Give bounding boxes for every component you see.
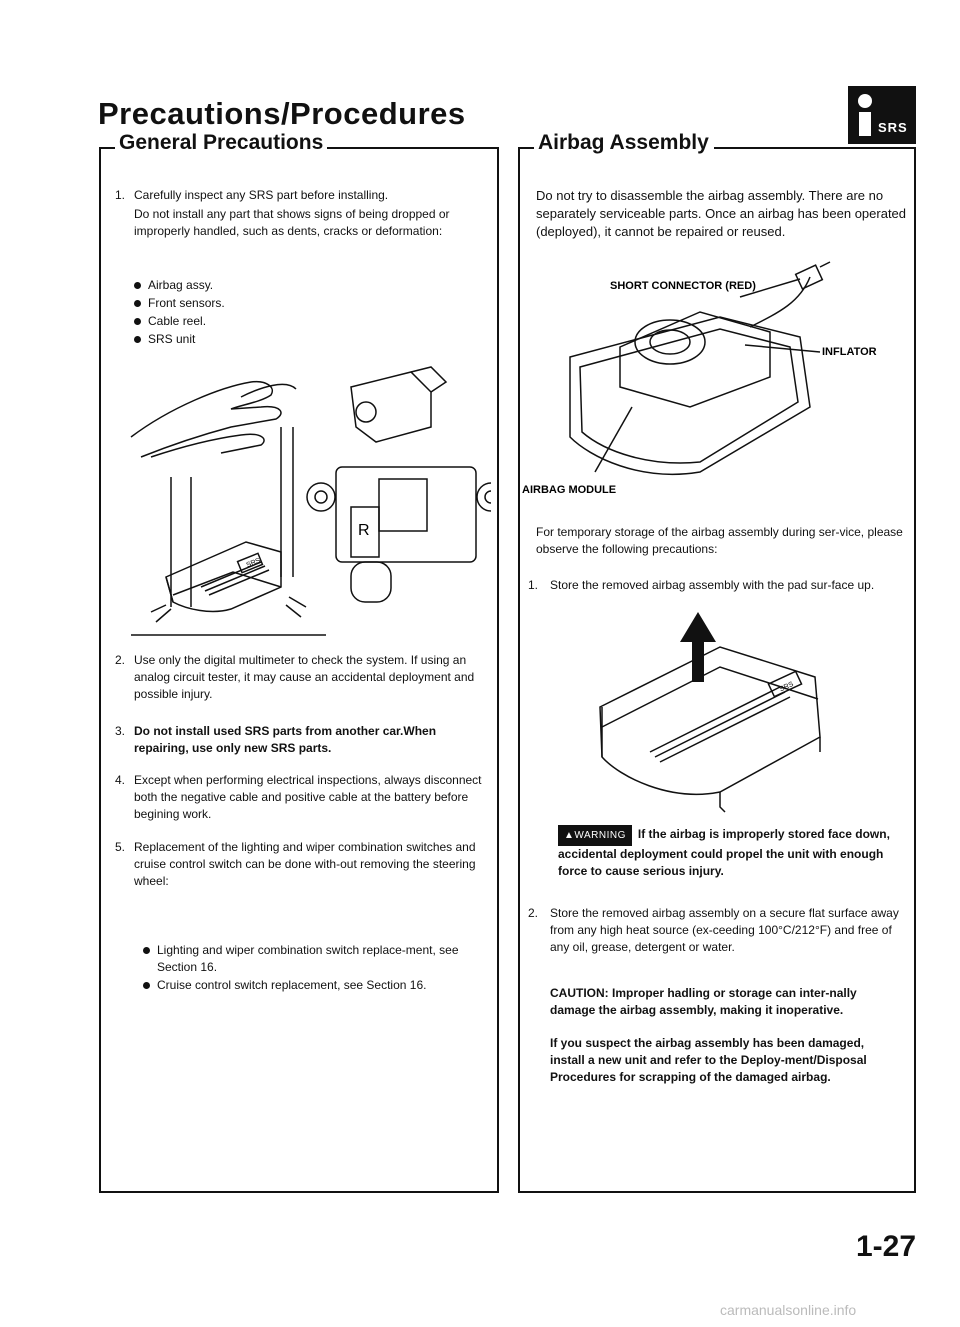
storage-illustration: [580, 607, 860, 817]
handling-illustration: [111, 347, 491, 647]
section-heading: Airbag Assembly: [534, 131, 713, 155]
item-number: 4.: [114, 773, 125, 787]
panel-rule: [714, 147, 914, 149]
item-number: 2.: [527, 906, 538, 920]
label-airbag-module: AIRBAG MODULE: [522, 484, 617, 496]
warning-notice: [558, 825, 908, 880]
warning-text: If the airbag is improperly stored face down, accidental deployment could propel the unit with enough force to cause serious injury.: [558, 827, 890, 878]
item-lead: Carefully inspect any SRS part before installing.: [134, 188, 389, 202]
airbag-assembly-panel: [518, 131, 916, 1193]
item-1: [134, 187, 484, 240]
list-item: Front sensors.: [134, 295, 474, 312]
parts-list: [134, 277, 474, 349]
list-item: Cable reel.: [134, 313, 474, 330]
storage-intro: For temporary storage of the airbag assembly during ser-vice, please observe the following precautions:: [536, 525, 903, 556]
item-number: 1.: [527, 578, 538, 592]
item-4: Except when performing electrical inspections, always disconnect both the negative cable and positive cable at the battery before begining work.: [134, 773, 482, 821]
figure-label: SRS: [778, 680, 795, 694]
warning-tag: [558, 825, 632, 846]
info-icon-stem: [859, 112, 871, 136]
sensor-letter: R: [358, 522, 370, 539]
item-detail: Do not install any part that shows signs of being dropped or improperly handled, such as dents, cracks or deformation:: [134, 207, 450, 238]
switch-list: [143, 942, 483, 995]
panel-rule: [101, 147, 115, 149]
figure-label: SRS: [245, 557, 262, 570]
item-number: 1.: [114, 188, 125, 202]
general-precautions-panel: [99, 131, 499, 1193]
store-item-2: Store the removed airbag assembly on a secure flat surface away from any high heat source (ex-ceeding 100°C/212°F) and free of any oil, grease, detergent or water.: [550, 906, 899, 954]
airbag-intro: Do not try to disassemble the airbag assembly. There are no separately serviceable parts. Once an airbag has been operated (deployed), it cannot be repaired or reused.: [536, 188, 907, 239]
panel-rule: [520, 147, 534, 149]
section-heading: General Precautions: [115, 131, 327, 155]
airbag-module-illustration: [520, 257, 916, 497]
caution-text-2: If you suspect the airbag assembly has been damaged, install a new unit and refer to the Deploy-ment/Disposal Procedures for scrapping of the damaged airbag.: [550, 1036, 867, 1084]
item-3: Do not install used SRS parts from another car.When repairing, use only new SRS parts.: [134, 724, 437, 755]
store-item-1: Store the removed airbag assembly with the pad sur-face up.: [550, 578, 875, 592]
item-5: Replacement of the lighting and wiper combination switches and cruise control switch can be done with-out removing the steering wheel:: [134, 840, 476, 888]
info-icon: [858, 94, 872, 108]
badge-label: SRS: [878, 120, 908, 135]
caution-text: CAUTION: Improper hadling or storage can inter-nally damage the airbag assembly, making it inoperative.: [550, 986, 857, 1017]
watermark: carmanualsonline.info: [720, 1302, 857, 1318]
list-item: SRS unit: [134, 331, 474, 348]
label-inflator: INFLATOR: [822, 346, 877, 358]
list-item: Airbag assy.: [134, 277, 474, 294]
item-number: 3.: [114, 724, 125, 738]
warning-tag-label: WARNING: [574, 830, 626, 841]
page-number: 1-27: [855, 1230, 916, 1263]
item-number: 5.: [114, 840, 125, 854]
item-number: 2.: [114, 653, 125, 667]
list-item: Cruise control switch replacement, see Section 16.: [143, 977, 483, 994]
panel-rule: [325, 147, 497, 149]
item-2: Use only the digital multimeter to check the system. If using an analog circuit tester, it may cause an accidental deployment and possible injury.: [134, 653, 475, 701]
warning-icon: ▲: [564, 830, 575, 841]
srs-info-badge: [848, 86, 916, 144]
page-title: Precautions/Procedures: [98, 96, 466, 131]
label-short-connector: SHORT CONNECTOR (RED): [610, 280, 756, 292]
list-item: Lighting and wiper combination switch replace-ment, see Section 16.: [143, 942, 483, 976]
